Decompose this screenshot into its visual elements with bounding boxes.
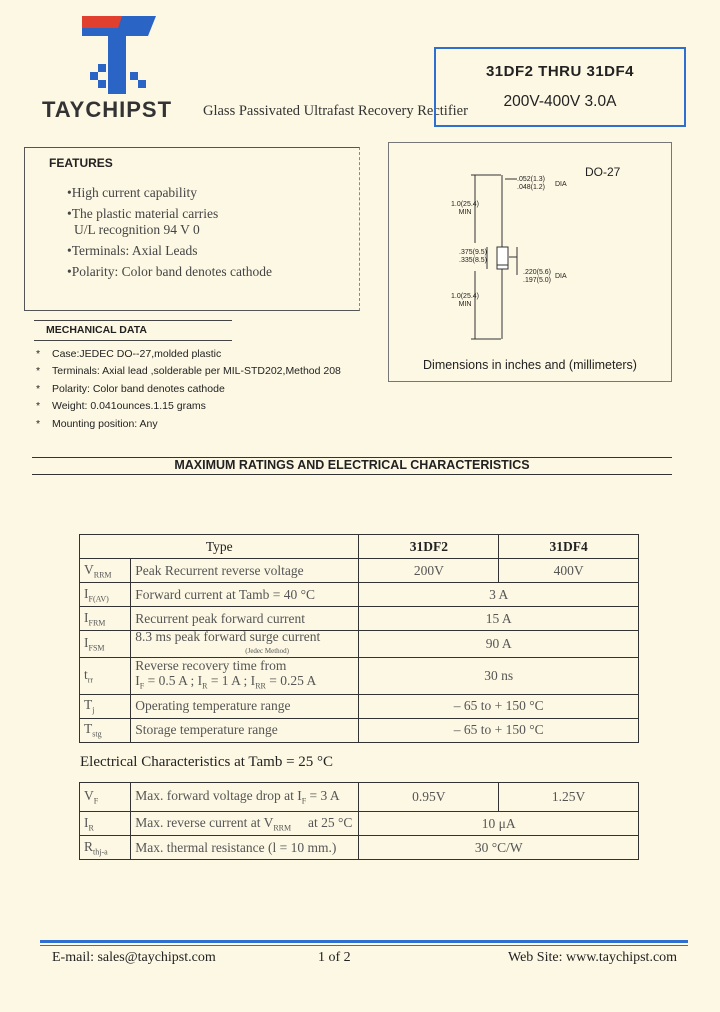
table-row	[80, 559, 639, 583]
diagram-caption: Dimensions in inches and (millimeters)	[423, 358, 637, 372]
electrical-table	[79, 782, 639, 860]
symbol: $I_{FRM}$	[80, 607, 131, 631]
symbol: $I_{FSM}$	[80, 631, 131, 658]
symbol: $I_{F(AV)}$	[80, 583, 131, 607]
dim-lead-diameter: .052(1.3) .048(1.2)	[517, 176, 546, 191]
symbol: $V_F$	[80, 783, 131, 812]
table-row	[80, 718, 639, 742]
description: Reverse recovery time from $I_F = 0.5$ A ; $I_R = 1$ A ; $I_{RR} = 0.25$ A	[131, 658, 359, 695]
divider	[32, 474, 672, 475]
symbol: $R_{thj-a}$	[80, 836, 131, 860]
table-row	[80, 694, 639, 718]
mechanical-item: * Polarity: Color band denotes cathode	[36, 383, 225, 395]
company-name: TAYCHIPST	[42, 97, 173, 122]
feature-item: •Terminals: Axial Leads	[67, 243, 198, 258]
electrical-title: Electrical Characteristics at Tamb = 25 °C	[80, 754, 334, 770]
features-title: FEATURES	[49, 156, 113, 170]
description: Max. reverse current at $V_{RRM}$ at 25 °C	[131, 812, 359, 836]
value: – 65 to + 150 °C	[359, 718, 639, 742]
symbol: $t_{rr}$	[80, 658, 131, 695]
description: Storage temperature range	[131, 718, 359, 742]
dim-dia-label-body: DIA	[555, 273, 567, 280]
footer-email[interactable]: E-mail: sales@taychipst.com	[52, 950, 216, 965]
dim-lead-length-top: 1.0(25.4) MIN	[451, 201, 480, 216]
description: Max. forward voltage drop at $I_F = 3$ A	[131, 783, 359, 812]
feature-item: •The plastic material carries	[67, 206, 219, 221]
feature-item: U/L recognition 94 V 0	[74, 222, 200, 237]
mechanical-item: * Case:JEDEC DO--27,molded plastic	[36, 348, 222, 360]
mechanical-item: * Terminals: Axial lead ,solderable per MIL-STD202,Method 208	[36, 365, 341, 377]
symbol: $I_R$	[80, 812, 131, 836]
dim-dia-label: DIA	[555, 181, 567, 188]
symbol: $T_j$	[80, 694, 131, 718]
symbol: $T_{stg}$	[80, 718, 131, 742]
value-31df4: 400V	[499, 559, 639, 583]
description: Peak Recurrent reverse voltage	[131, 559, 359, 583]
features-box	[24, 147, 360, 311]
value: 3 A	[359, 583, 639, 607]
value: 30 ns	[359, 658, 639, 695]
col-31df4: 31DF4	[499, 535, 639, 559]
ratings-table	[79, 534, 639, 743]
table-row	[80, 631, 639, 658]
value: – 65 to + 150 °C	[359, 694, 639, 718]
mechanical-title: MECHANICAL DATA	[46, 324, 147, 336]
feature-item: •Polarity: Color band denotes cathode	[67, 264, 272, 279]
symbol: $V_{RRM}$	[80, 559, 131, 583]
divider	[34, 320, 232, 321]
value: 30 °C/W	[359, 836, 639, 860]
value-31df2: 200V	[359, 559, 499, 583]
footer-rule	[40, 940, 688, 943]
mechanical-item: * Mounting position: Any	[36, 418, 158, 430]
description: Max. thermal resistance (l = 10 mm.)	[131, 836, 359, 860]
value: 90 A	[359, 631, 639, 658]
part-number-box	[434, 47, 686, 127]
footer-website[interactable]: Web Site: www.taychipst.com	[508, 950, 678, 965]
value-31df4: 1.25V	[499, 783, 639, 812]
package-label: DO-27	[585, 165, 621, 179]
value: 15 A	[359, 607, 639, 631]
table-row	[80, 607, 639, 631]
page-number: 1 of 2	[318, 950, 351, 965]
ratings-title: MAXIMUM RATINGS AND ELECTRICAL CHARACTERISTICS	[174, 458, 530, 472]
dim-body-diameter: .220(5.6) .197(5.0)	[523, 269, 552, 284]
part-number: 31DF2 THRU 31DF4	[485, 63, 635, 80]
description: Forward current at Tamb = 40 °C	[131, 583, 359, 607]
table-row	[80, 812, 639, 836]
divider	[34, 340, 232, 341]
part-rating: 200V-400V 3.0A	[503, 93, 617, 110]
description: Recurrent peak forward current	[131, 607, 359, 631]
value: 10 μA	[359, 812, 639, 836]
product-subtitle: Glass Passivated Ultrafast Recovery Rectifier	[203, 103, 468, 119]
dim-body-length: .375(9.5) .335(8.5)	[459, 249, 488, 264]
package-diagram	[388, 142, 672, 382]
mechanical-item: * Weight: 0.041ounces.1.15 grams	[36, 400, 206, 412]
table-row	[80, 658, 639, 695]
dim-lead-length-bottom: 1.0(25.4) MIN	[451, 293, 480, 308]
footer-rule	[40, 945, 688, 946]
feature-item: •High current capability	[67, 185, 197, 200]
table-row	[80, 583, 639, 607]
description: 8.3 ms peak forward surge current (Jedec Method)	[131, 631, 359, 658]
col-type: Type	[80, 535, 359, 559]
company-logo	[78, 14, 160, 96]
col-31df2: 31DF2	[359, 535, 499, 559]
table-row	[80, 783, 639, 812]
value-31df2: 0.95V	[359, 783, 499, 812]
table-row	[80, 836, 639, 860]
table-header-row	[80, 535, 639, 559]
description: Operating temperature range	[131, 694, 359, 718]
